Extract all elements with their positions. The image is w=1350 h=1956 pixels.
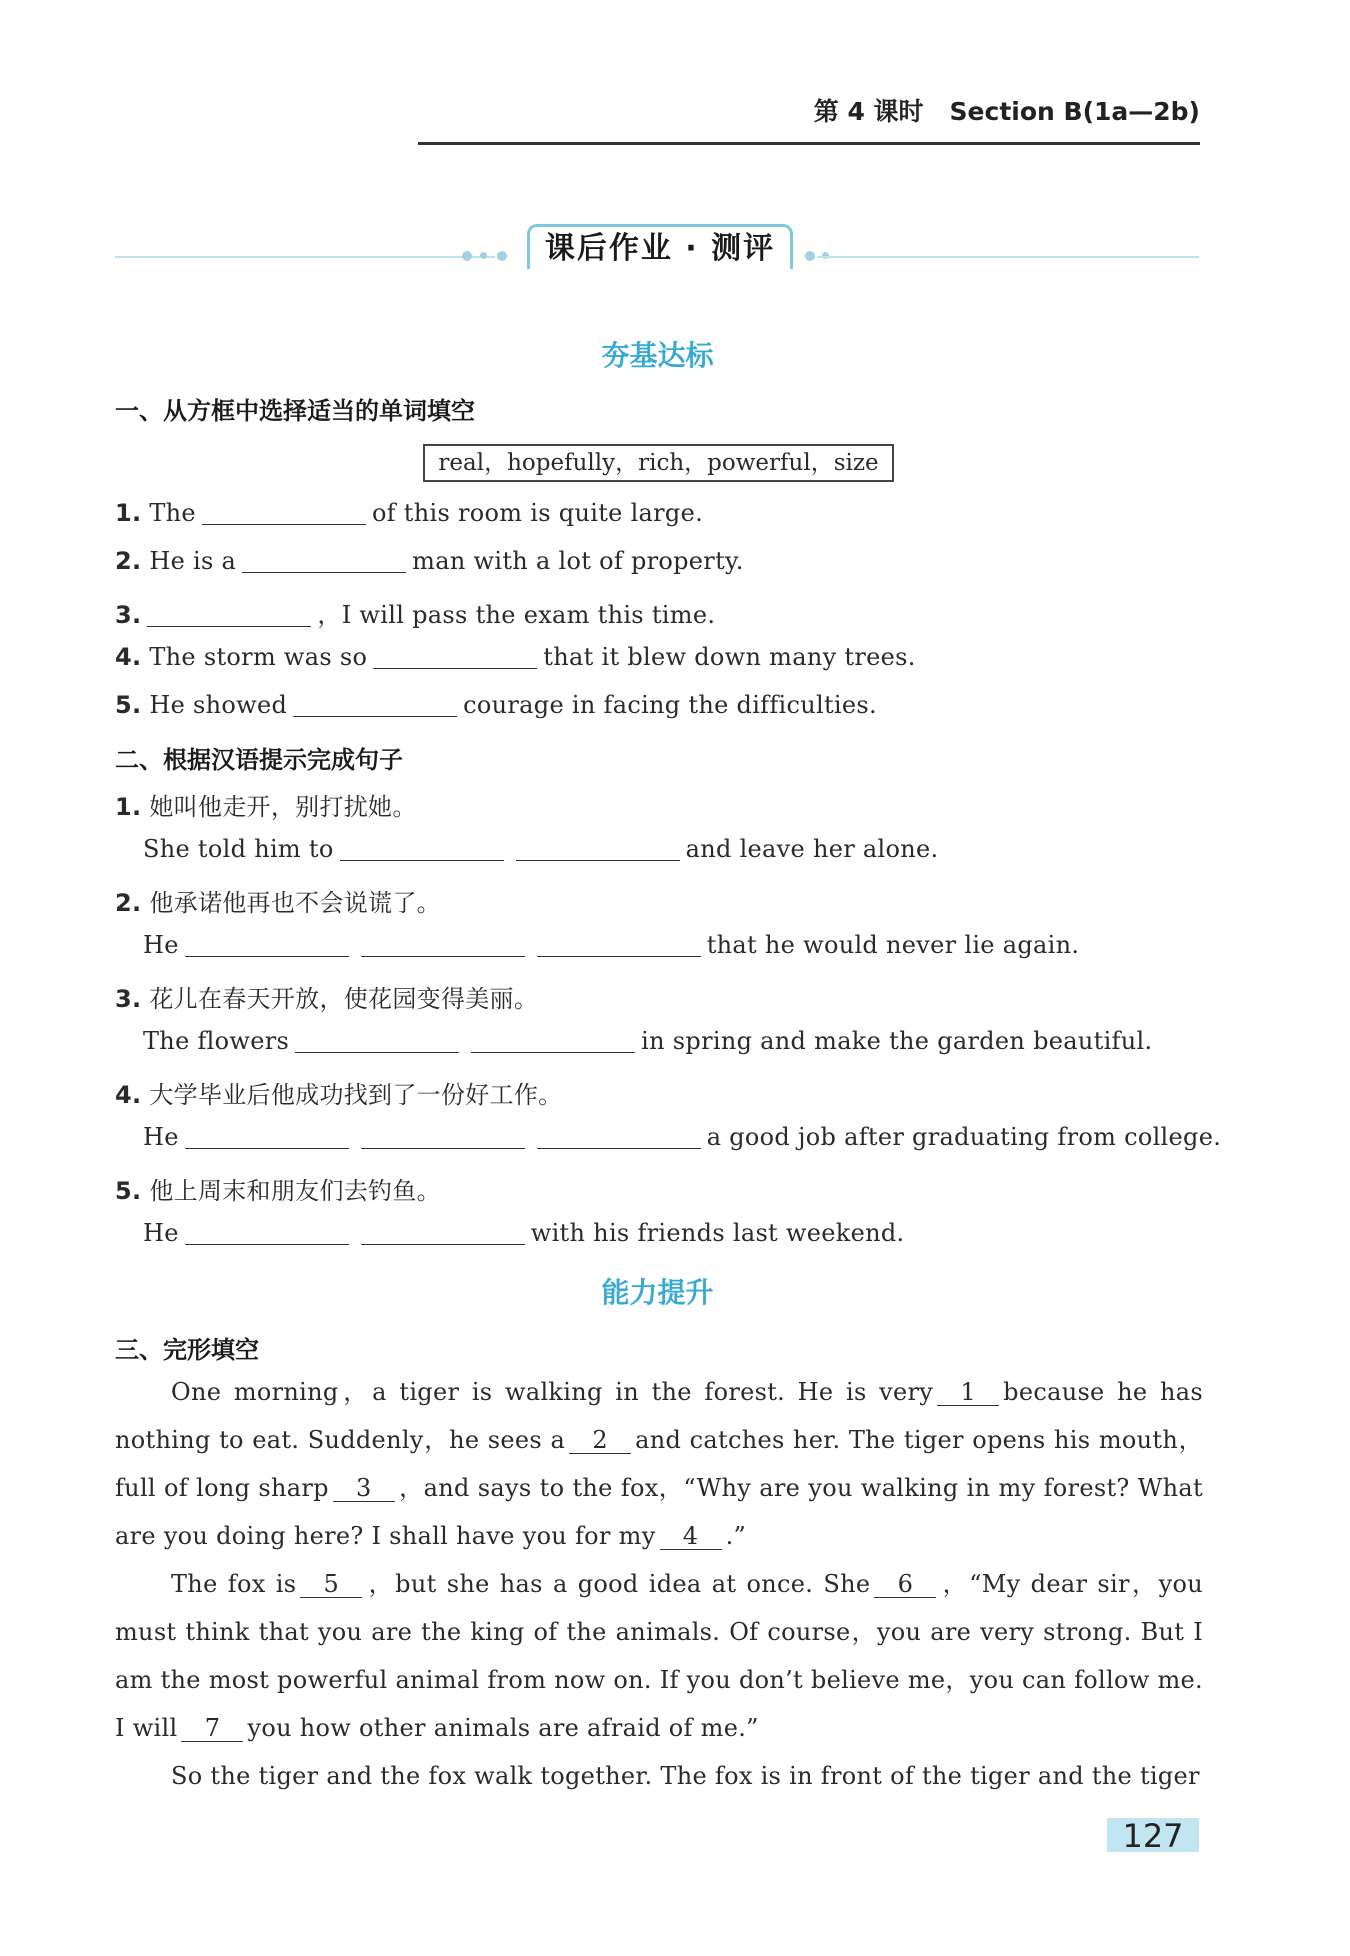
section-label: Section B(1a—2b) [949, 97, 1200, 126]
banner-line-right [817, 256, 1199, 258]
cloze-text: ，but she has a good idea at once. She [366, 1570, 871, 1598]
item-text: He [143, 1219, 179, 1247]
cloze-text: ，“My dear sir，you must think that you are the king of the animals. Of course，you are very strong. But I am the most powerful animal from now on. If you don’t believe me，you can follow me. I will [115, 1570, 1203, 1742]
part2-en-sentence [143, 835, 938, 863]
part1-item [115, 547, 744, 575]
item-text: The flowers [143, 1027, 290, 1055]
part3-heading: 三、完形填空 [115, 1336, 259, 1364]
item-text: 他上周末和朋友们去钓鱼。 [149, 1177, 441, 1205]
cloze-paragraph-2 [115, 1560, 1203, 1752]
item-number: 5. [115, 691, 142, 719]
banner-line-left [115, 256, 495, 258]
banner-dot [480, 252, 487, 259]
part1-item [115, 643, 916, 671]
item-text: The [149, 499, 196, 527]
item-number: 5. [115, 1177, 142, 1205]
cloze-text: you how other animals are afraid of me.” [247, 1714, 759, 1742]
part2-cn-prompt [115, 787, 417, 822]
page-header [814, 92, 1200, 128]
part2-cn-prompt [115, 1171, 441, 1206]
cloze-text: The fox is [171, 1570, 297, 1598]
item-number: 2. [115, 889, 142, 917]
item-text: courage in facing the difficulties. [463, 691, 877, 719]
item-number: 1. [115, 499, 142, 527]
item-number: 4. [115, 643, 142, 671]
item-text: in spring and make the garden beautiful. [641, 1027, 1153, 1055]
cloze-blank[interactable]: 1 [937, 1379, 999, 1406]
part1-item [115, 595, 715, 630]
item-text: with his friends last weekend. [530, 1219, 905, 1247]
part2-en-sentence [143, 1123, 1221, 1151]
item-text: 大学毕业后他成功找到了一份好工作。 [149, 1081, 563, 1109]
answer-blank[interactable] [516, 836, 680, 861]
answer-blank[interactable] [373, 644, 537, 669]
item-text: He [143, 931, 179, 959]
part1-item [115, 499, 703, 527]
item-number: 2. [115, 547, 142, 575]
part2-heading: 二、根据汉语提示完成句子 [115, 746, 403, 774]
cloze-text: because he has nothing to eat. Suddenly，he sees a [115, 1378, 1203, 1454]
cloze-blank[interactable]: 7 [181, 1715, 243, 1742]
answer-blank[interactable] [361, 932, 525, 957]
banner-dot [805, 251, 815, 261]
item-text: of this room is quite large. [371, 499, 704, 527]
item-text: He showed [149, 691, 288, 719]
answer-blank[interactable] [537, 1124, 701, 1149]
item-text: He [143, 1123, 179, 1151]
homework-banner: 课后作业 · 测评 [527, 224, 793, 269]
banner-dot [497, 251, 507, 261]
item-number: 3. [115, 985, 142, 1013]
cloze-text: and catches her. The tiger opens his mouth，full of long sharp [115, 1426, 1203, 1502]
part2-en-sentence [143, 1219, 904, 1247]
item-text: a good job after graduating from college. [706, 1123, 1222, 1151]
answer-blank[interactable] [242, 548, 406, 573]
item-text: 她叫他走开，别打扰她。 [149, 793, 417, 821]
cloze-blank[interactable]: 6 [874, 1571, 936, 1598]
item-text: 花儿在春天开放，使花园变得美丽。 [149, 985, 539, 1013]
item-text: that he would never lie again. [706, 931, 1080, 959]
part1-heading: 一、从方框中选择适当的单词填空 [115, 397, 475, 425]
cloze-text: One morning，a tiger is walking in the forest. He is very [171, 1378, 934, 1406]
part2-en-sentence [143, 1027, 1152, 1055]
banner-dot [462, 251, 472, 261]
part2-cn-prompt [115, 883, 441, 918]
cloze-blank[interactable]: 2 [569, 1427, 631, 1454]
answer-blank[interactable] [185, 1124, 349, 1149]
section-title-basic: 夯基达标 [601, 339, 714, 372]
answer-blank[interactable] [295, 1028, 459, 1053]
item-number: 3. [115, 601, 142, 629]
cloze-blank[interactable]: 4 [660, 1523, 722, 1550]
page-number: 127 [1107, 1818, 1199, 1852]
cloze-paragraph-1 [115, 1368, 1203, 1560]
header-divider [418, 142, 1200, 145]
cloze-blank[interactable]: 3 [333, 1475, 395, 1502]
item-text: 他承诺他再也不会说谎了。 [149, 889, 441, 917]
answer-blank[interactable] [340, 836, 504, 861]
answer-blank[interactable] [147, 602, 311, 627]
answer-blank[interactable] [185, 932, 349, 957]
item-text: He is a [149, 547, 237, 575]
cloze-text: .” [725, 1522, 747, 1550]
answer-blank[interactable] [361, 1220, 525, 1245]
item-text: The storm was so [149, 643, 368, 671]
item-text: and leave her alone. [685, 835, 939, 863]
item-text: She told him to [143, 835, 334, 863]
section-title-advanced: 能力提升 [601, 1276, 714, 1309]
part1-item [115, 691, 877, 719]
item-number: 4. [115, 1081, 142, 1109]
item-text: ，I will pass the exam this time. [317, 601, 716, 629]
lesson-label: 第 4 课时 [813, 97, 924, 126]
cloze-text: So the tiger and the fox walk together. The fox is in front of the tiger and the tiger [171, 1762, 1200, 1790]
answer-blank[interactable] [471, 1028, 635, 1053]
part2-cn-prompt [115, 979, 538, 1014]
item-text: that it blew down many trees. [543, 643, 916, 671]
cloze-paragraph-3 [115, 1752, 1203, 1800]
item-number: 1. [115, 793, 142, 821]
cloze-text: ，and says to the fox，“Why are you walking in my forest? What are you doing here? I shall have you for my [115, 1474, 1203, 1550]
answer-blank[interactable] [185, 1220, 349, 1245]
answer-blank[interactable] [293, 692, 457, 717]
cloze-blank[interactable]: 5 [300, 1571, 362, 1598]
answer-blank[interactable] [202, 500, 366, 525]
word-box: real，hopefully，rich，powerful，size [423, 444, 894, 482]
item-text: man with a lot of property. [412, 547, 744, 575]
answer-blank[interactable] [361, 1124, 525, 1149]
part2-cn-prompt [115, 1075, 562, 1110]
answer-blank[interactable] [537, 932, 701, 957]
part2-en-sentence [143, 931, 1079, 959]
